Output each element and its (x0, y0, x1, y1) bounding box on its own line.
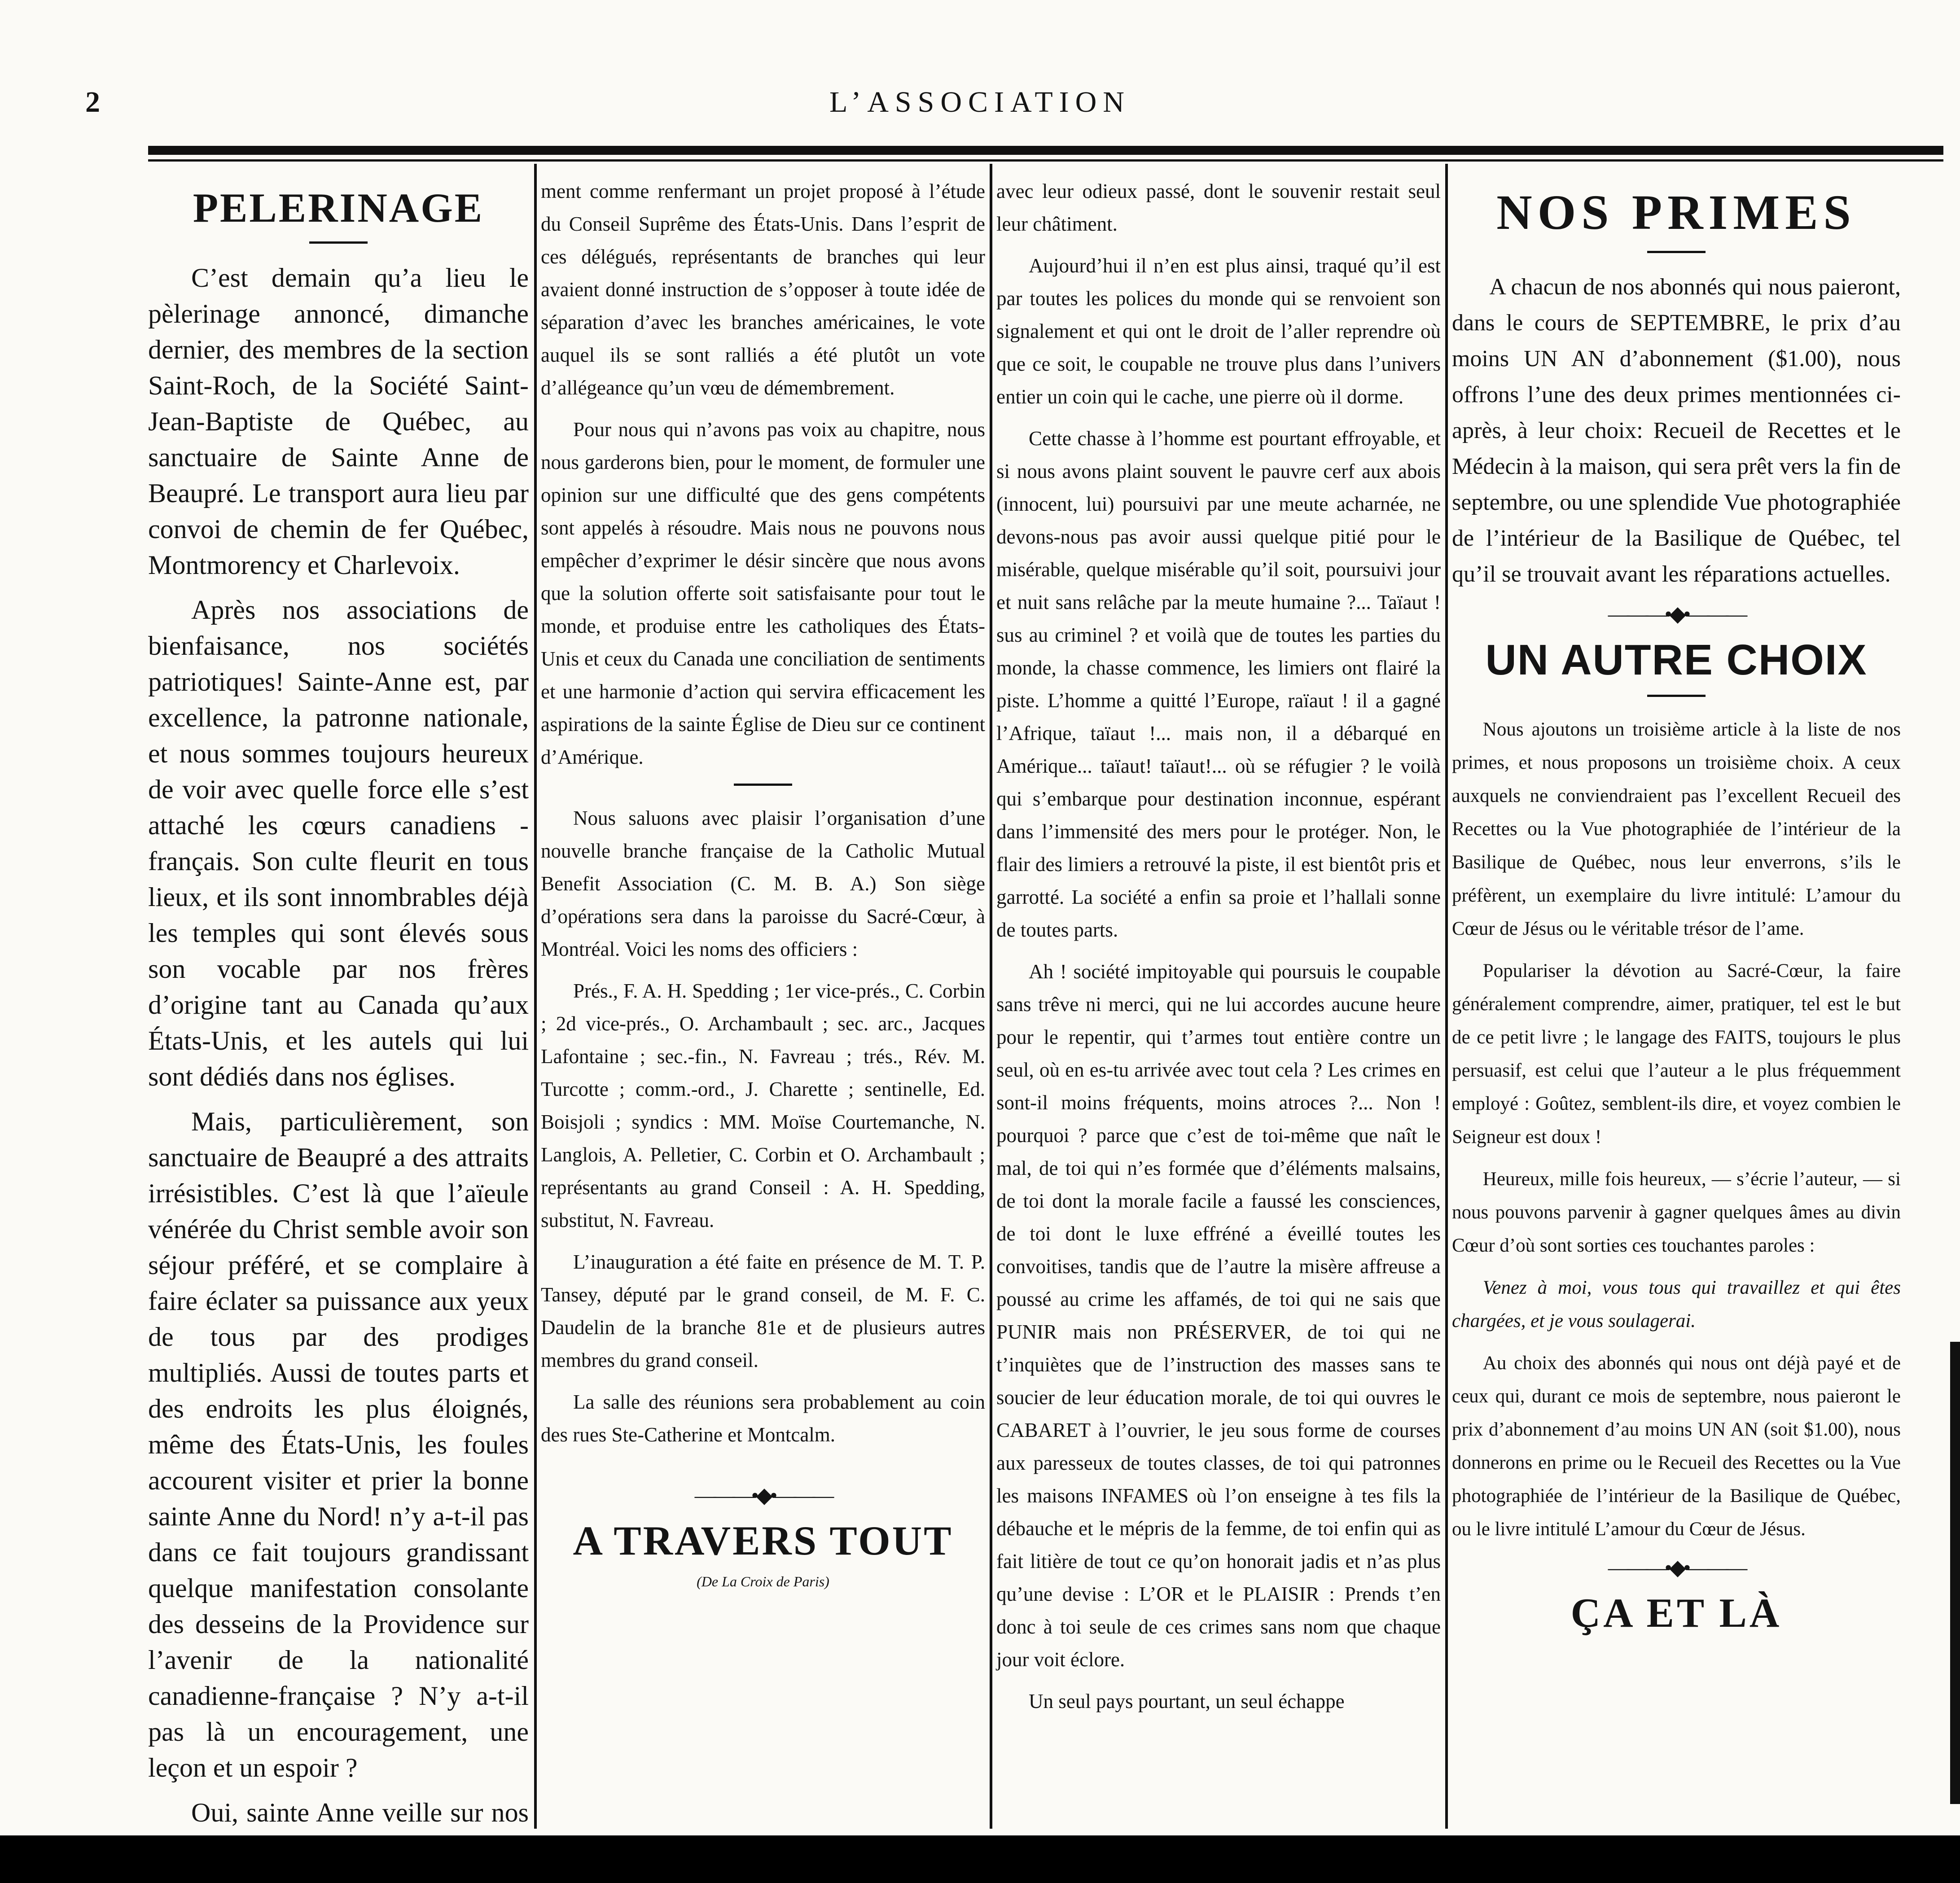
column-divider-1 (534, 164, 537, 1829)
article-paragraph: Un seul pays pourtant, un seul échappe (1029, 1690, 1345, 1712)
heading-rule (309, 241, 368, 244)
article-quote: Venez à moi, vous tous qui travaillez et qui êtes chargées, et je vous soulagerai. (1452, 1277, 1901, 1331)
column-divider-3 (1445, 164, 1448, 1829)
article-paragraph: Aujourd’hui il n’en est plus ainsi, traqué qu’il est par toutes les polices du monde qui se renvoient son signalement et qui ont le droit de l’aller reprendre où que ce soit, le coupable ne trouve plus dans l’univers entier un coin qui le cache, une pierre où il dorme. (996, 254, 1441, 408)
article-paragraph: Cette chasse à l’homme est pourtant effroyable, et si nous avons plaint souvent le pauvre cerf aux abois (innocent, lui) poursuivi par une meute acharnée, ne devons-nous pas avoir aussi quelque pitié pour le misérable, quelque misérable qu’il soit, poursuivi jour et nuit sans relâche par la meute humaine ?... Taïaut ! sus au criminel ? et voilà que de toutes les parties du monde, la chasse commence, les limiers ont flairé la piste. L’homme a quitté l’Europe, raïaut ! il a gagné l’Afrique, taïaut !... mais non, il a débarqué en Amérique... taïaut! taïaut!... où se réfugier ? le voilà qui s’embarque pour destination inconnue, espérant dans l’immensité des mers pour le protéger. Non, le flair des limiers a retrouvé la piste, il est bientôt pris et garrotté. La société a enfin sa proie et l’hallali sonne de toutes parts. (996, 427, 1441, 941)
page-edge-right (1950, 1342, 1960, 1804)
article-paragraph: Ah ! société impitoyable qui poursuis le coupable sans trêve ni merci, qui ne lui accordes aucune heure pour le repentir, qui t’armes tout entière contre un seul, où en es-tu arrivée avec tout cela ? Les crimes en sont-il moins fréquents, moins atroces ?... Non ! pourquoi ? parce que c’est de toi-même que naît le mal, de toi qui n’es formée que d’éléments malsains, de toi dont la morale facile a faussé les consciences, de toi dont le luxe effréné a éveillé toutes les convoitises, tandis que de l’autre la misère affreuse a poussé au crime les affamés, de toi qui ne sais que PUNIR mais non PRÉSERVER, de toi qui ne t’inquiètes que de l’instruction des masses sans te soucier de leur éducation morale, de toi qui ouvres le CABARET à l’ouvrier, le jeu sous forme de courses aux paresseux de toutes classes, de toi qui patronnes les maisons INFAMES où l’on enseigne à tes fils la débauche et le mépris de la femme, de toi enfin qui as fait litière de tout ce qu’on honorait jadis et n’as plus qu’une devise : L’OR et le PLAISIR : Prends t’en donc à toi seule de ces crimes sans nom que chaque jour voit éclore. (996, 960, 1441, 1671)
column-three (996, 175, 1441, 1826)
page-header (0, 85, 1960, 130)
article-paragraph: Après nos associations de bienfaisance, nos sociétés patriotiques! Sainte-Anne est, par excellence, la patronne nationale, et nous sommes toujours heureux de voir avec quelle force elle s’est attaché les cœurs canadiens - français. Son culte fleurit en tous lieux, et ils sont innombrables déjà les temples qui sont élevés sous son vocable par nos frères d’origine tant au Canada qu’aux États-Unis, et les autels qui lui sont dédiés dans nos églises. (148, 595, 529, 1091)
article-paragraph: Prés., F. A. H. Spedding ; 1er vice-prés., C. Corbin ; 2d vice-prés., O. Archambault ; sec. arc., Jacques Lafontaine ; sec.-fin., N. Favreau ; trés., Rév. M. Turcotte ; comm.-ord., J. Charette ; sentinelle, Ed. Boisjoli ; syndics : MM. Moïse Courtemanche, N. Langlois, A. Pelletier, C. Corbin et O. Archambault ; représentants au grand Conseil : A. H. Spedding, substitut, N. Favreau. (541, 980, 985, 1231)
article-paragraph: Au choix des abonnés qui nous ont déjà payé et de ceux qui, durant ce mois de septembre, nous paieront le prix d’abonnement d’au moins UN AN (soit $1.00), nous donnerons en prime ou le Recueil des Recettes ou la Vue photographiée de l’intérieur de la Basilique de Québec, ou le livre intitulé L’amour du Cœur de Jésus. (1452, 1353, 1901, 1540)
section-rule (734, 784, 792, 786)
article-paragraph: avec leur odieux passé, dont le souvenir restait seul leur châtiment. (996, 180, 1441, 235)
heading-rule (1647, 695, 1706, 697)
article-paragraph: La salle des réunions sera probablement au coin des rues Ste-Catherine et Montcalm. (541, 1391, 985, 1446)
article-paragraph: Heureux, mille fois heureux, — s’écrie l’auteur, — si nous pouvons parvenir à gagner quelques âmes au divin Cœur d’où sont sorties ces touchantes paroles : (1452, 1169, 1901, 1256)
ornament-rule: ———•◆•——— (1608, 602, 1745, 626)
a-travers-tout-heading: A TRAVERS TOUT (573, 1518, 953, 1563)
article-paragraph: Oui, sainte Anne veille sur nos (191, 1798, 529, 1827)
article-paragraph: Nous ajoutons un troisième article à la liste de nos primes, et nous proposons un troisième choix. A ceux auxquels ne conviendraient pas l’excellent Recueil des Recettes ou la Vue photographiée de l’intérieur de la Basilique de Québec, nous leur enverrons, s’ils le préfèrent, un exemplaire du livre intitulé: L’amour du Cœur de Jésus ou le véritable trésor de l’ame. (1452, 719, 1901, 939)
article-paragraph: Mais, particulièrement, son sanctuaire de Beaupré a des attraits irrésistibles. C’est là que l’aïeule vénérée du Christ semble avoir son séjour préféré, et se complaire à faire éclater sa puissance aux yeux de tous par des prodiges multipliés. Aussi de toutes parts et des endroits les plus éloignés, même des États-Unis, les foules accourent visiter et prier la bonne sainte Anne du Nord! n’y a-t-il pas dans ce fait toujours grandissant quelque manifestation consolante des desseins de la Providence sur l’avenir de la nationalité canadienne-française ? N’y a-t-il pas là un encouragement, une leçon et un espoir ? (148, 1107, 529, 1782)
page-edge-bottom (0, 1835, 1960, 1883)
ornament-rule: ———•◆•——— (1608, 1556, 1745, 1580)
article-paragraph: L’inauguration a été faite en présence de M. T. P. Tansey, député par le grand conseil, de M. F. C. Daudelin de la branche 81e et de plusieurs autres membres du grand conseil. (541, 1251, 985, 1371)
article-paragraph: ment comme renfermant un projet proposé à l’étude du Conseil Suprême des États-Unis. Dans l’esprit de ces délégués, représentants de branches qui leur avaient donné instruction de s’opposer à toute idée de séparation d’avec les branches américaines, le vote auquel ils se sont ralliés a été plutôt un vote d’allégeance qu’un vœu de démembrement. (541, 180, 985, 399)
article-paragraph: A chacun de nos abonnés qui nous paieront, dans le cours de SEPTEMBRE, le prix d’au moins UN AN d’abonnement ($1.00), nous offrons l’une des deux primes mentionnées ci-après, à leur choix: Recueil de Recettes et le Médecin à la maison, qui sera prêt vers la fin de septembre, ou une splendide Vue photographiée de l’intérieur de la Basilique de Québec, tel qu’il se trouvait avant les réparations actuelles. (1452, 274, 1901, 587)
subheading: (De La Croix de Paris) (697, 1573, 829, 1590)
article-paragraph: C’est demain qu’a lieu le pèlerinage annoncé, dimanche dernier, des membres de la section Saint-Roch, de la Société Saint-Jean-Baptiste de Québec, au sanctuaire de Sainte Anne de Beaupré. Le transport aura lieu par convoi de chemin de fer Québec, Montmorency et Charlevoix. (148, 263, 529, 580)
pelerinage-heading: PELERINAGE (193, 185, 484, 231)
masthead-title: L’ASSOCIATION (829, 86, 1131, 118)
page-number: 2 (85, 86, 100, 118)
column-divider-2 (990, 164, 992, 1829)
article-paragraph: Nous saluons avec plaisir l’organisation d’une nouvelle branche française de la Catholic Mutual Benefit Association (C. M. B. A.) Son siège d’opérations sera dans la paroisse du Sacré-Cœur, à Montréal. Voici les noms des officiers : (541, 807, 985, 960)
heading-rule (1647, 251, 1706, 253)
ca-et-la-heading: ÇA ET LÀ (1570, 1590, 1782, 1636)
column-two (541, 175, 985, 1826)
article-paragraph: Pour nous qui n’avons pas voix au chapitre, nous nous garderons bien, pour le moment, de formuler une opinion sur une difficulté que des gens compétents sont appelés à résoudre. Mais nous ne pouvons nous empêcher d’exprimer le désir sincère que nous avons que la solution offerte soit satisfaisante pour tout le monde, et produise entre les catholiques des États-Unis et ceux du Canada une conciliation de sentiments et une harmonie d’action qui servira efficacement les aspirations de la sainte Église de Dieu sur ce continent d’Amérique. (541, 418, 985, 768)
column-four (1452, 175, 1901, 1826)
column-pelerinage (148, 175, 529, 1826)
header-rule-thin (148, 159, 1943, 162)
nos-primes-heading: NOS PRIMES (1496, 185, 1856, 240)
article-paragraph: Populariser la dévotion au Sacré-Cœur, la faire généralement comprendre, aimer, pratiquer, tel est le but de ce petit livre ; le langage des FAITS, toujours le plus persuasif, est celui que l’auteur a le plus fréquemment employé : Goûtez, semblent-ils dire, et voyez combien le Seigneur est doux ! (1452, 960, 1901, 1147)
ornament-rule: ———•◆•——— (694, 1484, 832, 1507)
header-rule-thick (148, 146, 1943, 155)
un-autre-choix-heading: UN AUTRE CHOIX (1485, 636, 1868, 684)
